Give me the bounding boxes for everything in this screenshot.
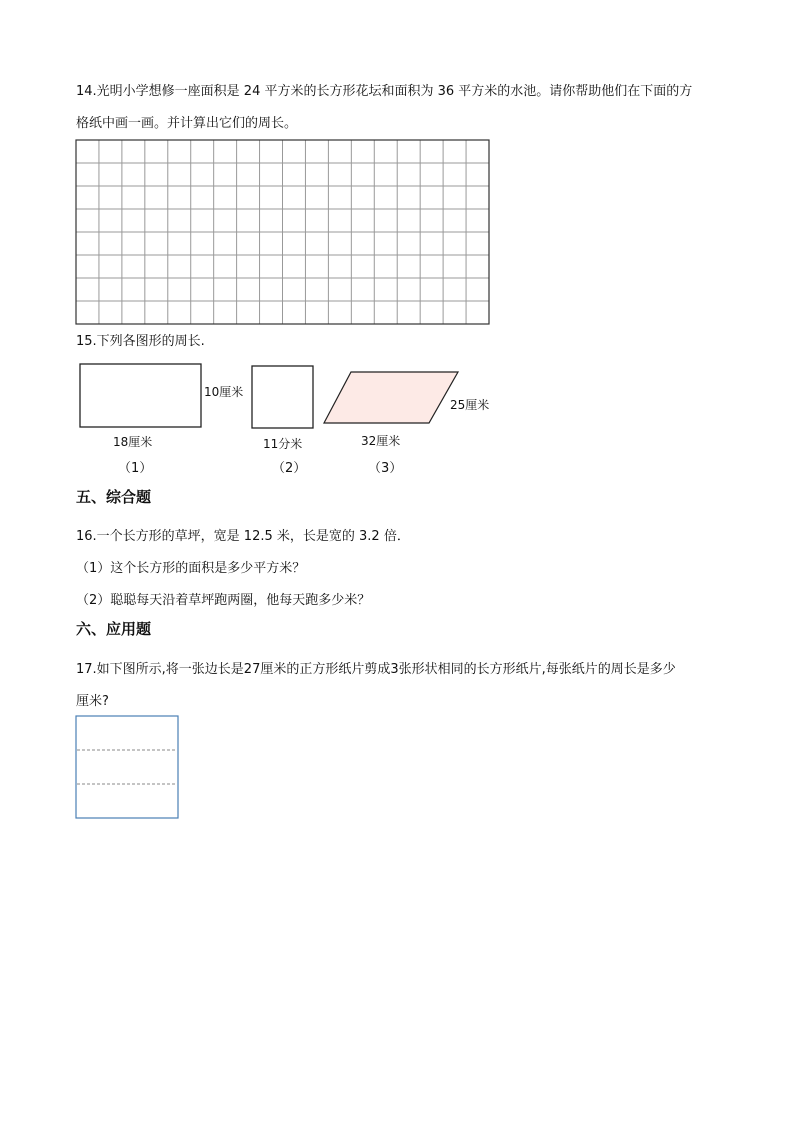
caption-1: （1） — [118, 461, 153, 476]
q15-title: 15.下列各图形的周长. — [76, 334, 205, 349]
cut-square-figure — [75, 715, 181, 821]
q16-stem: 16.一个长方形的草坪，宽是 12.5 米，长是宽的 3.2 倍． — [76, 529, 410, 544]
square-figure — [250, 364, 316, 430]
rectangle-figure — [78, 362, 204, 430]
q16-part1: （1）这个长方形的面积是多少平方米？ — [76, 561, 306, 576]
section-six-heading: 六、应用题 — [76, 620, 152, 638]
q17-line1: 17.如下图所示,将一张边长是27厘米的正方形纸片剪成3张形状相同的长方形纸片,每张纸片的周长是多少 — [76, 662, 676, 677]
para-side-label: 25厘米 — [450, 398, 490, 412]
caption-2: （2） — [272, 461, 307, 476]
section-five-heading: 五、综合题 — [76, 488, 152, 506]
q17-line2: 厘米? — [76, 694, 109, 709]
rect-length-label: 18厘米 — [113, 435, 153, 449]
square-side-label: 11分米 — [263, 437, 303, 451]
para-base-label: 32厘米 — [361, 434, 401, 448]
caption-3: （3） — [368, 461, 403, 476]
q14-line1: 14.光明小学想修一座面积是 24 平方米的长方形花坛和面积为 36 平方米的水池。请你帮助他们在下面的方 — [76, 84, 693, 99]
rect-width-label: 10厘米 — [204, 385, 244, 399]
parallelogram-figure — [322, 370, 462, 426]
grid-paper — [75, 139, 491, 326]
q14-line2: 格纸中画一画。并计算出它们的周长。 — [76, 116, 298, 131]
q16-part2: （2）聪聪每天沿着草坪跑两圈，他每天跑多少米？ — [76, 593, 371, 608]
